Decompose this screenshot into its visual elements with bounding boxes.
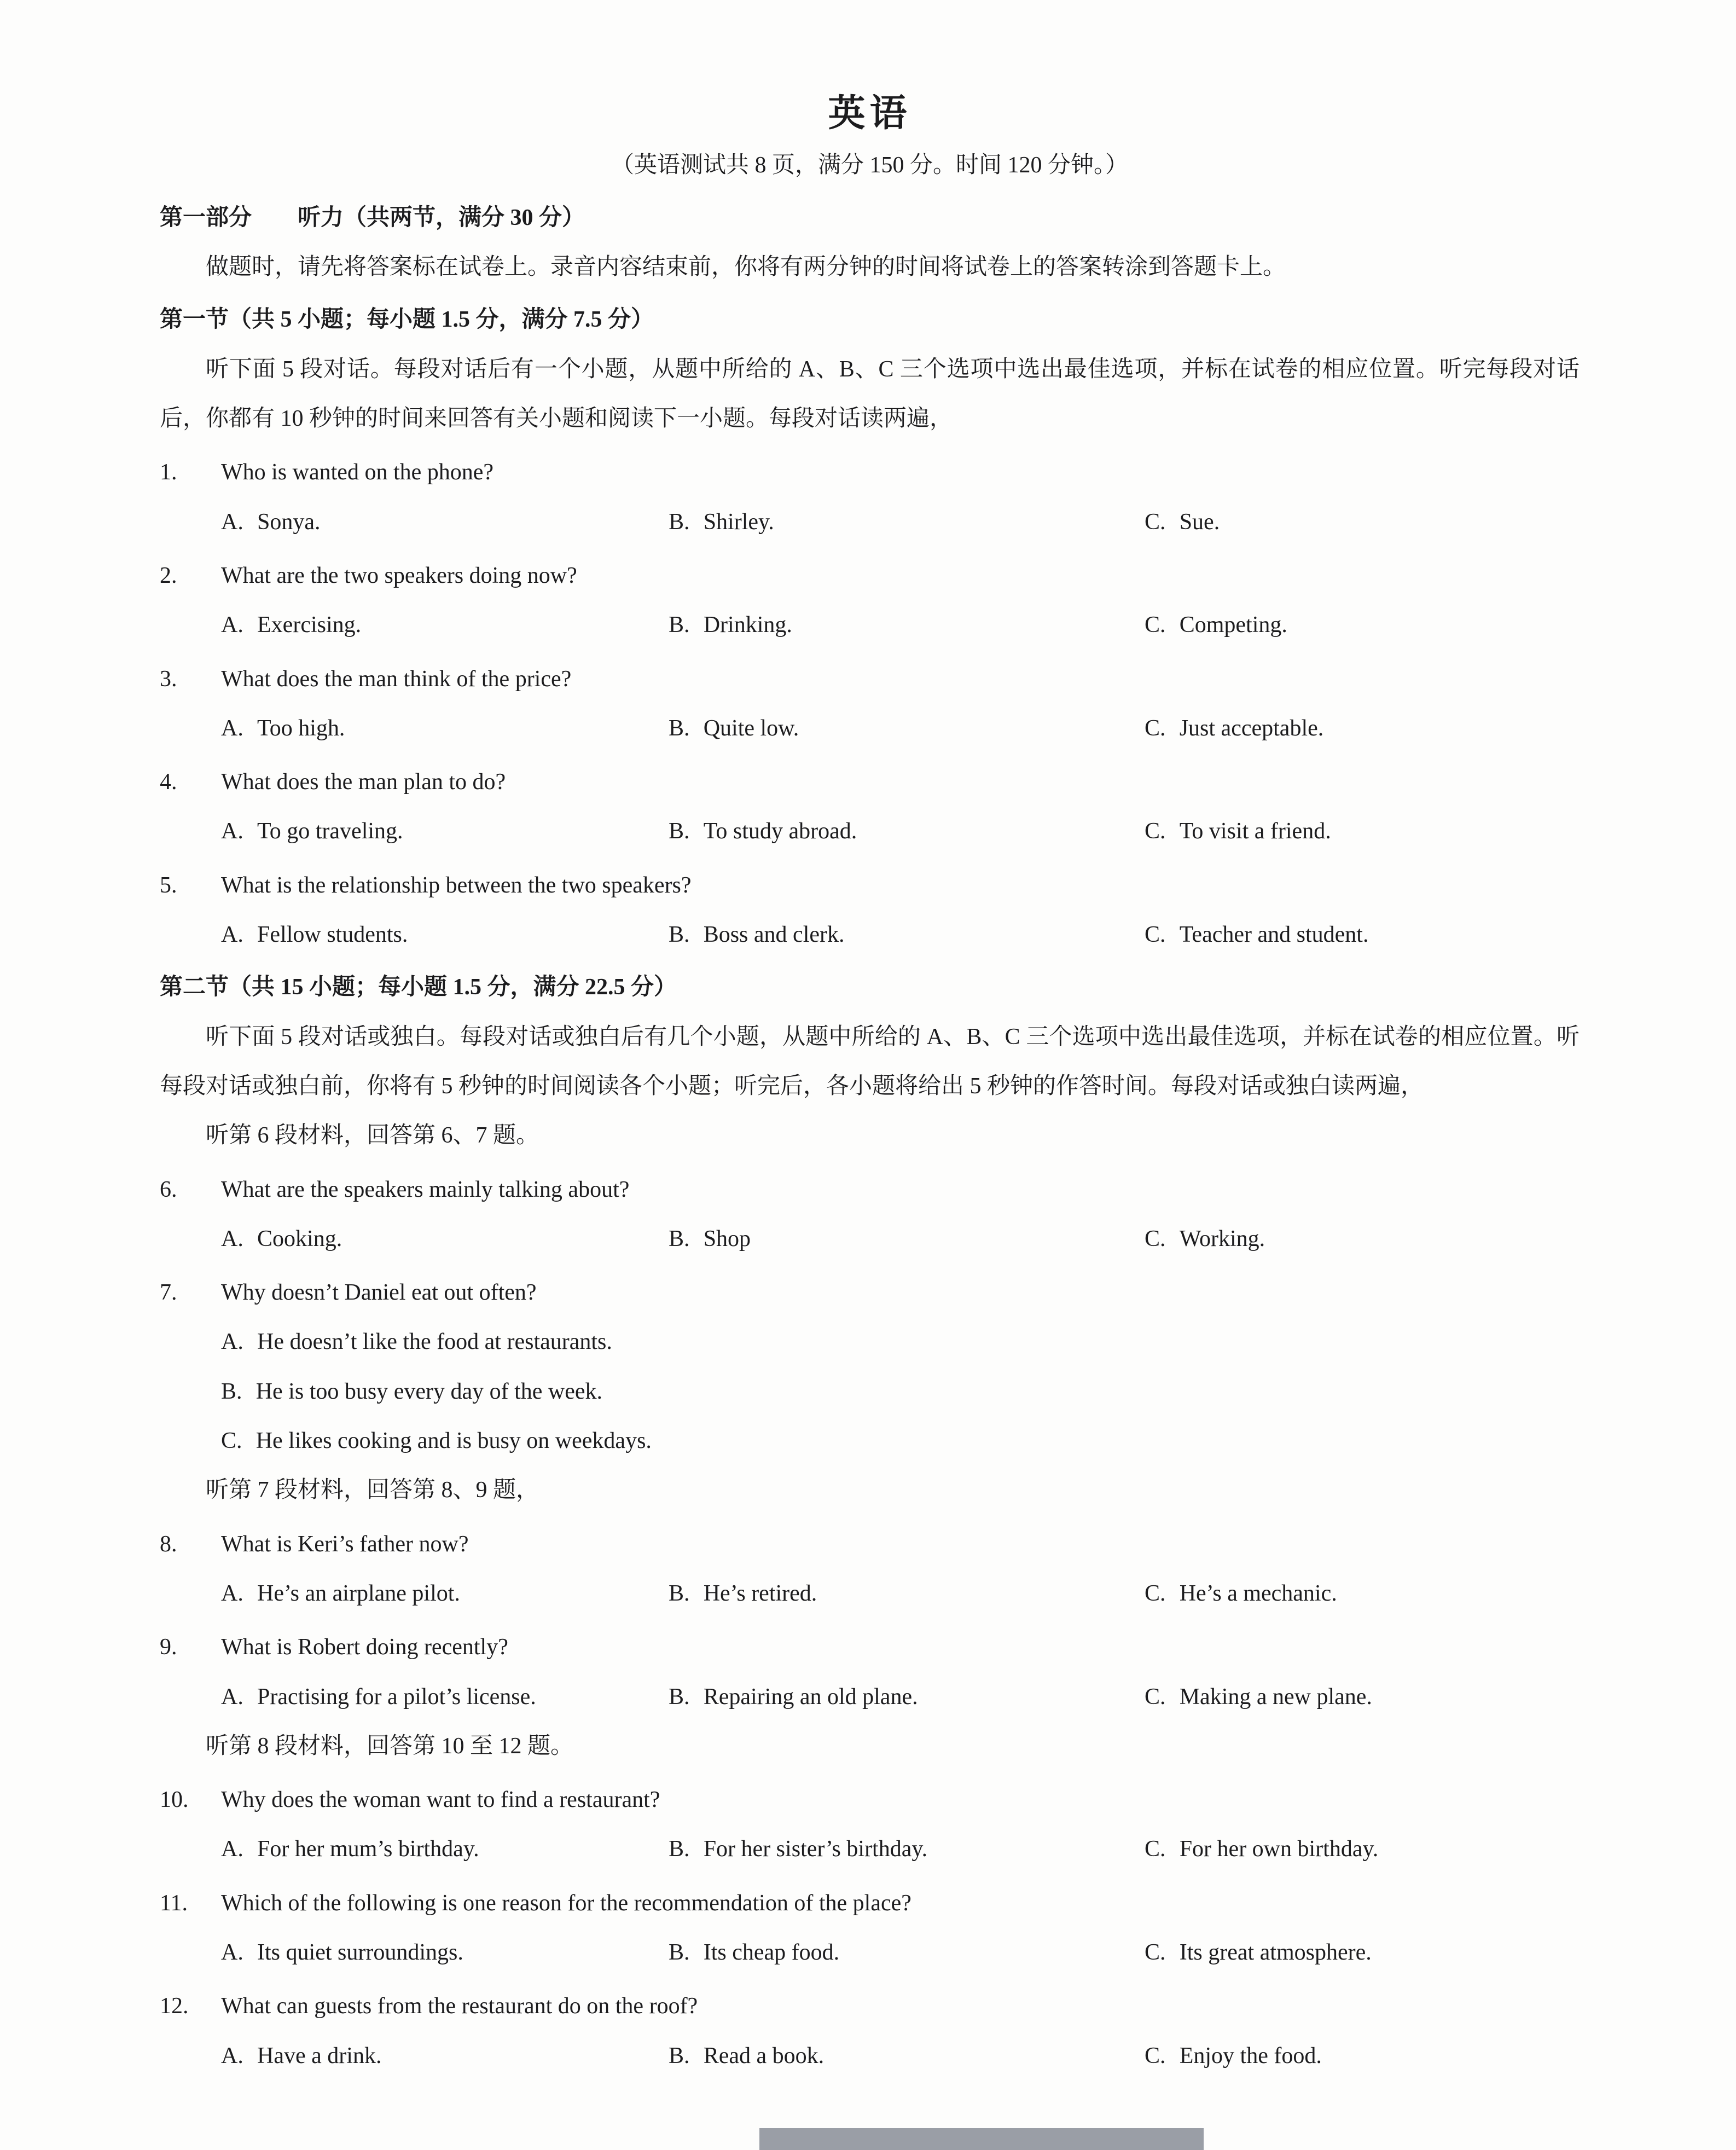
option-label: B. [669,1939,690,1965]
option-text: He is too busy every day of the week. [256,1378,603,1404]
option-label: C. [1145,1684,1166,1709]
option-label: C. [1145,612,1166,638]
option-b [669,1824,1145,1874]
question-number: 3. [160,666,177,692]
option-label: A. [221,1684,243,1709]
question-5 [160,861,1580,960]
option-text: He’s retired. [703,1580,817,1606]
option-text: Have a drink. [257,2043,382,2068]
option-label: A. [221,2043,243,2068]
option-label: B. [669,922,690,948]
option-a [221,1214,669,1264]
option-label: C. [1145,819,1166,844]
options-row [160,600,1580,650]
options-row [160,1569,1580,1618]
options-row [160,1672,1580,1722]
option-label: A. [221,612,243,638]
option-label: B. [669,1836,690,1862]
option-c [1145,600,1580,650]
option-text: He doesn’t like the food at restaurants. [257,1329,612,1355]
option-label: B. [669,819,690,844]
option-label: A. [221,1329,243,1355]
option-text: Making a new plane. [1179,1684,1372,1709]
option-c [1145,1569,1580,1618]
option-c [1145,1928,1580,1977]
option-label: A. [221,1939,243,1965]
question-7 [160,1268,1580,1465]
option-a [221,1317,1580,1366]
option-a [221,1569,669,1618]
option-label: B. [669,1226,690,1251]
option-text: Too high. [257,715,345,741]
option-text: Working. [1179,1226,1265,1251]
options-row [160,1824,1580,1874]
option-b [669,1214,1145,1264]
option-label: C. [1145,715,1166,741]
option-c [1145,910,1580,959]
option-text: Sonya. [257,509,321,535]
page-title: 英语 [828,92,911,134]
question-11 [160,1879,1580,1978]
option-text: Drinking. [703,612,792,638]
option-text: Shop [703,1226,751,1251]
section1-heading: 第一节（共 5 小题；每小题 1.5 分，满分 7.5 分） [160,307,654,333]
option-c [1145,1214,1580,1264]
question-text: What does the man think of the price? [221,666,572,692]
option-a [221,497,669,547]
option-label: A. [221,819,243,844]
option-b [669,2031,1145,2081]
option-b [669,600,1145,650]
question-12 [160,1981,1580,2081]
question-3 [160,654,1580,754]
option-label: C. [1145,509,1166,535]
option-label: A. [221,922,243,948]
option-label: A. [221,509,243,535]
option-text: Cooking. [257,1226,342,1251]
options-stack [160,1317,1580,1465]
option-c [1145,497,1580,547]
option-a [221,1824,669,1874]
options-row [160,497,1580,547]
option-text: Enjoy the food. [1179,2043,1322,2068]
options-row [160,910,1580,959]
question-number: 7. [160,1280,177,1306]
options-row [160,1928,1580,1977]
option-a [221,2031,669,2081]
option-label: B. [669,715,690,741]
option-text: Just acceptable. [1179,715,1324,741]
section2-heading: 第二节（共 15 小题；每小题 1.5 分，满分 22.5 分） [160,975,677,1000]
question-2 [160,551,1580,650]
question-number: 9. [160,1635,177,1660]
option-label: C. [1145,1580,1166,1606]
option-c [221,1416,1580,1465]
option-a [221,704,669,753]
question-4 [160,757,1580,856]
option-label: B. [669,1684,690,1709]
question-number: 11. [160,1890,188,1916]
question-text: Why does the woman want to find a restaurant? [221,1787,660,1813]
option-text: To visit a friend. [1179,819,1331,844]
section2-instructions: 听下面 5 段对话或独白。每段对话或独白后有几个小题，从题中所给的 A、B、C 三个选项中选出最佳选项，并标在试卷的相应位置。听每段对话或独白前，你将有 5 秒钟的时间阅读各个小题；听完后，各小题将给出 5 秒钟的作答时间。每段对话或独白读两遍， [160,1024,1580,1099]
question-text: What can guests from the restaurant do on the roof? [221,1993,698,2019]
question-number: 10. [160,1787,189,1813]
option-a [221,1672,669,1722]
option-text: Teacher and student. [1179,922,1369,948]
option-text: Its great atmosphere. [1179,1939,1372,1965]
option-label: C. [1145,1836,1166,1862]
option-text: Repairing an old plane. [703,1684,918,1709]
option-text: Its quiet surroundings. [257,1939,463,1965]
option-b [669,807,1145,856]
option-label: A. [221,1226,243,1251]
option-label: B. [669,612,690,638]
option-text: For her sister’s birthday. [703,1836,928,1862]
option-text: He’s a mechanic. [1179,1580,1337,1606]
option-label: A. [221,1836,243,1862]
question-text: What is Robert doing recently? [221,1635,508,1660]
option-c [1145,1824,1580,1874]
option-text: Its cheap food. [703,1939,840,1965]
option-text: Quite low. [703,715,799,741]
option-text: He likes cooking and is busy on weekdays. [256,1428,652,1454]
cue-questions-8-9: 听第 7 段材料，回答第 8、9 题， [206,1477,539,1503]
question-text: What are the speakers mainly talking about? [221,1177,630,1202]
option-c [1145,2031,1580,2081]
question-text: Who is wanted on the phone? [221,460,494,485]
option-b [669,497,1145,547]
option-b [669,1569,1145,1618]
option-text: Fellow students. [257,922,408,948]
question-number: 2. [160,563,177,588]
question-text: What is the relationship between the two speakers? [221,872,692,898]
options-row [160,2031,1580,2081]
options-row [160,1214,1580,1264]
section1-instructions: 听下面 5 段对话。每段对话后有一个小题，从题中所给的 A、B、C 三个选项中选出最佳选项，并标在试卷的相应位置。听完每段对话后，你都有 10 秒钟的时间来回答有关小题和阅读下一小题。每段对话读两遍， [160,356,1580,432]
option-a [221,807,669,856]
option-label: C. [1145,1939,1166,1965]
option-text: Shirley. [703,509,774,535]
question-10 [160,1775,1580,1874]
option-label: B. [669,1580,690,1606]
option-text: Competing. [1179,612,1287,638]
option-label: A. [221,715,243,741]
question-number: 6. [160,1177,177,1202]
option-text: To study abroad. [703,819,857,844]
option-label: B. [221,1378,242,1404]
question-text: What are the two speakers doing now? [221,563,577,588]
option-label: C. [1145,922,1166,948]
options-row [160,807,1580,856]
option-b [669,910,1145,959]
option-a [221,600,669,650]
question-number: 1. [160,460,177,485]
question-8 [160,1520,1580,1619]
option-a [221,910,669,959]
option-text: Read a book. [703,2043,825,2068]
option-b [221,1367,1580,1416]
option-text: For her own birthday. [1179,1836,1379,1862]
option-c [1145,1672,1580,1722]
question-number: 12. [160,1993,189,2019]
option-label: A. [221,1580,243,1606]
option-label: B. [669,2043,690,2068]
question-text: Which of the following is one reason for the recommendation of the place? [221,1890,911,1916]
question-1 [160,448,1580,547]
option-label: C. [221,1428,242,1454]
option-c [1145,807,1580,856]
question-6 [160,1165,1580,1264]
option-b [669,1672,1145,1722]
option-text: Practising for a pilot’s license. [257,1684,536,1709]
cue-questions-10-12: 听第 8 段材料，回答第 10 至 12 题。 [206,1733,574,1759]
cue-questions-6-7: 听第 6 段材料，回答第 6、7 题。 [206,1123,539,1149]
option-text: He’s an airplane pilot. [257,1580,460,1606]
question-number: 5. [160,872,177,898]
question-number: 4. [160,769,177,795]
options-row [160,704,1580,753]
question-number: 8. [160,1531,177,1557]
option-label: C. [1145,2043,1166,2068]
question-text: What is Keri’s father now? [221,1531,469,1557]
option-text: For her mum’s birthday. [257,1836,479,1862]
part1-heading: 第一部分 听力（共两节，满分 30 分） [160,205,585,230]
option-label: B. [669,509,690,535]
option-b [669,704,1145,753]
option-text: Boss and clerk. [703,922,845,948]
scan-artifact-bar [759,2128,1204,2150]
option-label: C. [1145,1226,1166,1251]
question-9 [160,1622,1580,1722]
option-a [221,1928,669,1977]
question-text: Why doesn’t Daniel eat out often? [221,1280,537,1306]
option-c [1145,704,1580,753]
option-text: To go traveling. [257,819,403,844]
exam-subtitle: （英语测试共 8 页，满分 150 分。时间 120 分钟。） [611,152,1128,178]
question-text: What does the man plan to do? [221,769,506,795]
option-text: Sue. [1179,509,1220,535]
option-b [669,1928,1145,1977]
part1-note: 做题时，请先将答案标在试卷上。录音内容结束前，你将有两分钟的时间将试卷上的答案转涂到答题卡上。 [206,254,1286,280]
option-text: Exercising. [257,612,362,638]
